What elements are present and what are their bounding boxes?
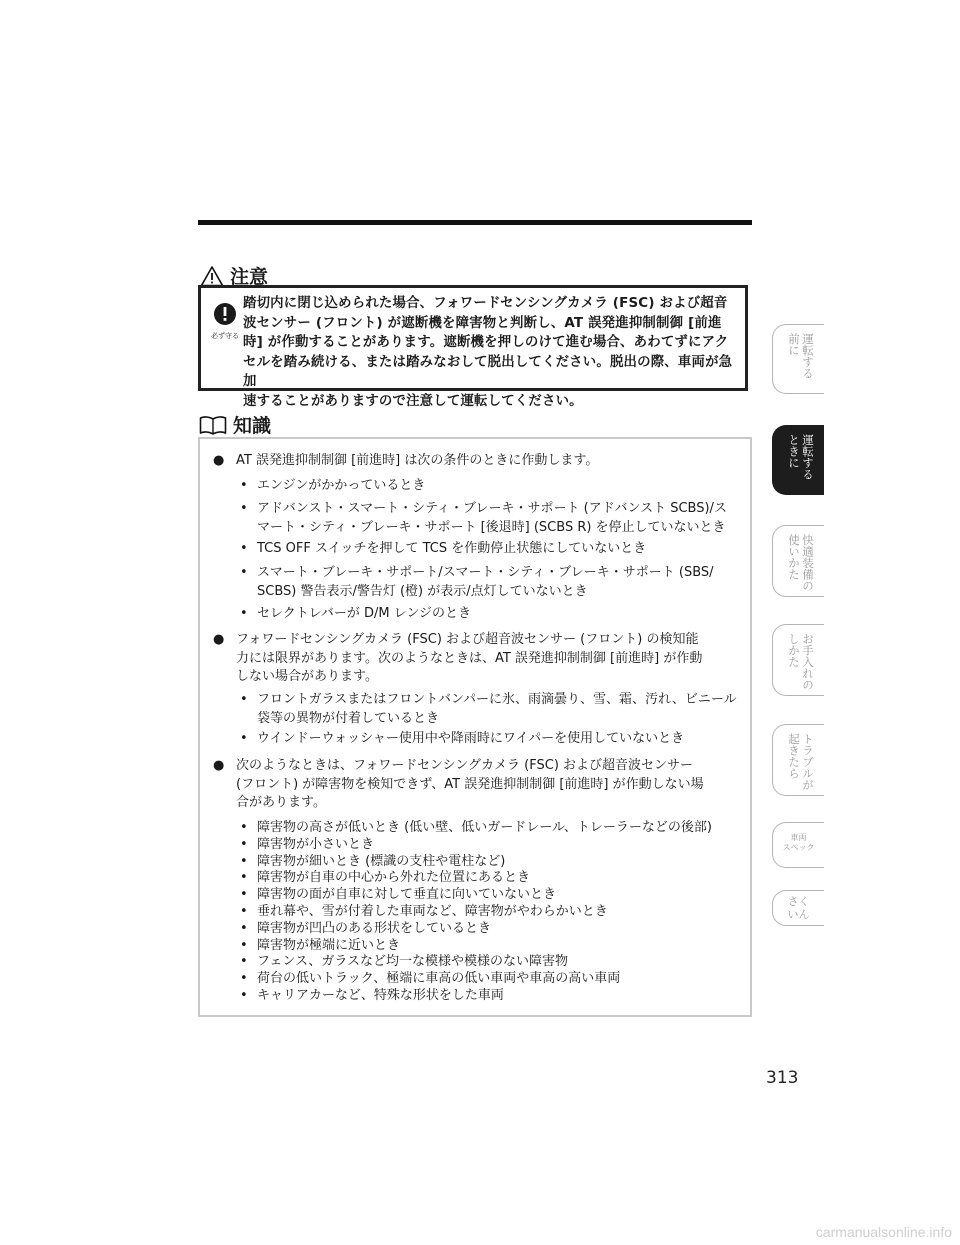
sub-bullet-icon: • <box>240 478 248 493</box>
sub-item-text: 障害物が細いとき (標識の支柱や電柱など) <box>257 853 506 869</box>
must-obey-label: 必ず守る <box>211 332 239 340</box>
page-number: 313 <box>766 1068 799 1088</box>
sub-item-text: 障害物が自車の中心から外れた位置にあるとき <box>257 870 531 886</box>
list-item-text: AT 誤発進抑制制御 [前進時] は次の条件のときに作動します。 <box>236 453 599 468</box>
open-book-icon <box>199 415 227 435</box>
sub-bullet-icon: • <box>240 971 248 987</box>
sub-bullet-icon: • <box>240 692 248 707</box>
tab-troubleshooting[interactable]: トラブルが 起きたら <box>772 724 824 796</box>
tab-vehicle-spec[interactable]: 車両 スペック <box>772 822 824 868</box>
sub-bullet-icon: • <box>240 887 248 903</box>
sub-bullet-icon: • <box>240 853 248 869</box>
caution-line: 波センサー (フロント) が遮断機を障害物と判断し、AT 誤発進抑制制御 [前進 <box>243 315 722 331</box>
sub-item-text: 障害物が凹凸のある形状をしているとき <box>257 920 492 936</box>
sub-bullet-icon: • <box>240 920 248 936</box>
sub-item-text: 障害物が極端に近いとき <box>257 937 401 953</box>
caution-line: 速することがありますので注意して運転してください。 <box>243 393 583 409</box>
tab-comfort-equipment[interactable]: 快適装備の 使いかた <box>772 525 824 597</box>
sub-bullet-icon: • <box>240 501 248 516</box>
sub-item-text: アドバンスト・スマート・シティ・ブレーキ・サポート (アドバンスト SCBS)/ス マート・シティ・ブレーキ・サポート [後退時] (SCBS R) を停止していないとき <box>257 501 727 535</box>
caution-line: 踏切内に閉じ込められた場合、フォワードセンシングカメラ (FSC) および超音 <box>243 296 728 311</box>
sub-item-text: ウインドーウォッシャー使用中や降雨時にワイパーを使用していないとき <box>257 731 685 746</box>
tab-maintenance[interactable]: お手入れの しかた <box>772 624 824 696</box>
list-item-text: 次のようなときは、フォワードセンシングカメラ (FSC) および超音波センサー (フロント) が障害物を検知できず、AT 誤発進抑制制御 [前進時] が作動しない場 合があります。 <box>236 758 704 810</box>
sub-item-text: キャリアカーなど、特殊な形状をした車両 <box>257 988 504 1003</box>
tab-while-driving[interactable]: 運転する ときに <box>772 425 824 495</box>
sub-bullet-icon: • <box>240 988 248 1003</box>
sub-item-text: エンジンがかかっているとき <box>257 478 426 493</box>
sub-item-text: セレクトレバーが D/M レンジのとき <box>257 606 472 621</box>
sub-item-text: 障害物の面が自車に対して垂直に向いていないとき <box>257 887 557 903</box>
list-item-text: フォワードセンシングカメラ (FSC) および超音波センサー (フロント) の検知能 力には限界があります。次のようなときは、AT 誤発進抑制制御 [前進時] が作動 しない場合があります。 <box>236 632 703 684</box>
tab-index[interactable]: さく いん <box>772 890 824 926</box>
caution-box <box>198 285 748 409</box>
sub-bullet-icon: • <box>240 731 248 746</box>
sub-bullet-icon: • <box>240 836 248 852</box>
bullet-icon: ● <box>213 453 225 468</box>
knowledge-header <box>199 411 271 438</box>
knowledge-title: 知識 <box>233 415 272 437</box>
sub-bullet-icon: • <box>240 904 248 919</box>
top-rule <box>198 220 752 225</box>
sub-bullet-icon: • <box>240 937 248 953</box>
bullet-icon: ● <box>213 758 225 773</box>
caution-text <box>243 294 745 411</box>
tab-before-driving[interactable]: 運転する 前に <box>772 324 824 394</box>
sub-item-text: 荷台の低いトラック、極端に車高の低い車両や車高の高い車両 <box>257 971 621 987</box>
sub-bullet-icon: • <box>240 954 248 970</box>
sub-bullet-icon: • <box>240 541 248 556</box>
caution-line: セルを踏み続ける、または踏みなおして脱出してください。脱出の際、車両が急加 <box>243 354 733 389</box>
must-obey-icon <box>211 302 239 341</box>
sub-bullet-icon: • <box>240 606 248 621</box>
sub-bullet-icon: • <box>240 565 248 580</box>
knowledge-box <box>198 437 752 1017</box>
sub-item-text: 障害物が小さいとき <box>257 836 375 852</box>
sub-item-text: フェンス、ガラスなど均一な模様や模様のない障害物 <box>257 954 568 970</box>
warning-triangle-icon <box>200 265 224 287</box>
sub-bullet-icon: • <box>240 870 248 886</box>
sub-item-text: 障害物の高さが低いとき (低い壁、低いガードレール、トレーラーなどの後部) <box>257 820 712 835</box>
sub-item-text: フロントガラスまたはフロントバンパーに氷、雨滴曇り、雪、霜、汚れ、ビニール 袋等の異物が付着しているとき <box>257 692 737 726</box>
sub-item-text: 垂れ幕や、雪が付着した車両など、障害物がやわらかいとき <box>257 904 608 919</box>
sub-bullet-icon: • <box>240 820 248 835</box>
caution-line: 時] が作動することがあります。遮断機を押しのけて進む場合、あわてずにアク <box>243 335 729 350</box>
sub-item-text: TCS OFF スイッチを押して TCS を作動停止状態にしていないとき <box>257 541 647 556</box>
footer-watermark: carmanualsonline.info <box>815 1224 952 1240</box>
sub-item-text: スマート・ブレーキ・サポート/スマート・シティ・ブレーキ・サポート (SBS/ SCBS) 警告表示/警告灯 (橙) が表示/点灯していないとき <box>257 565 714 599</box>
bullet-icon: ● <box>213 632 225 647</box>
caution-title: 注意 <box>230 266 269 288</box>
